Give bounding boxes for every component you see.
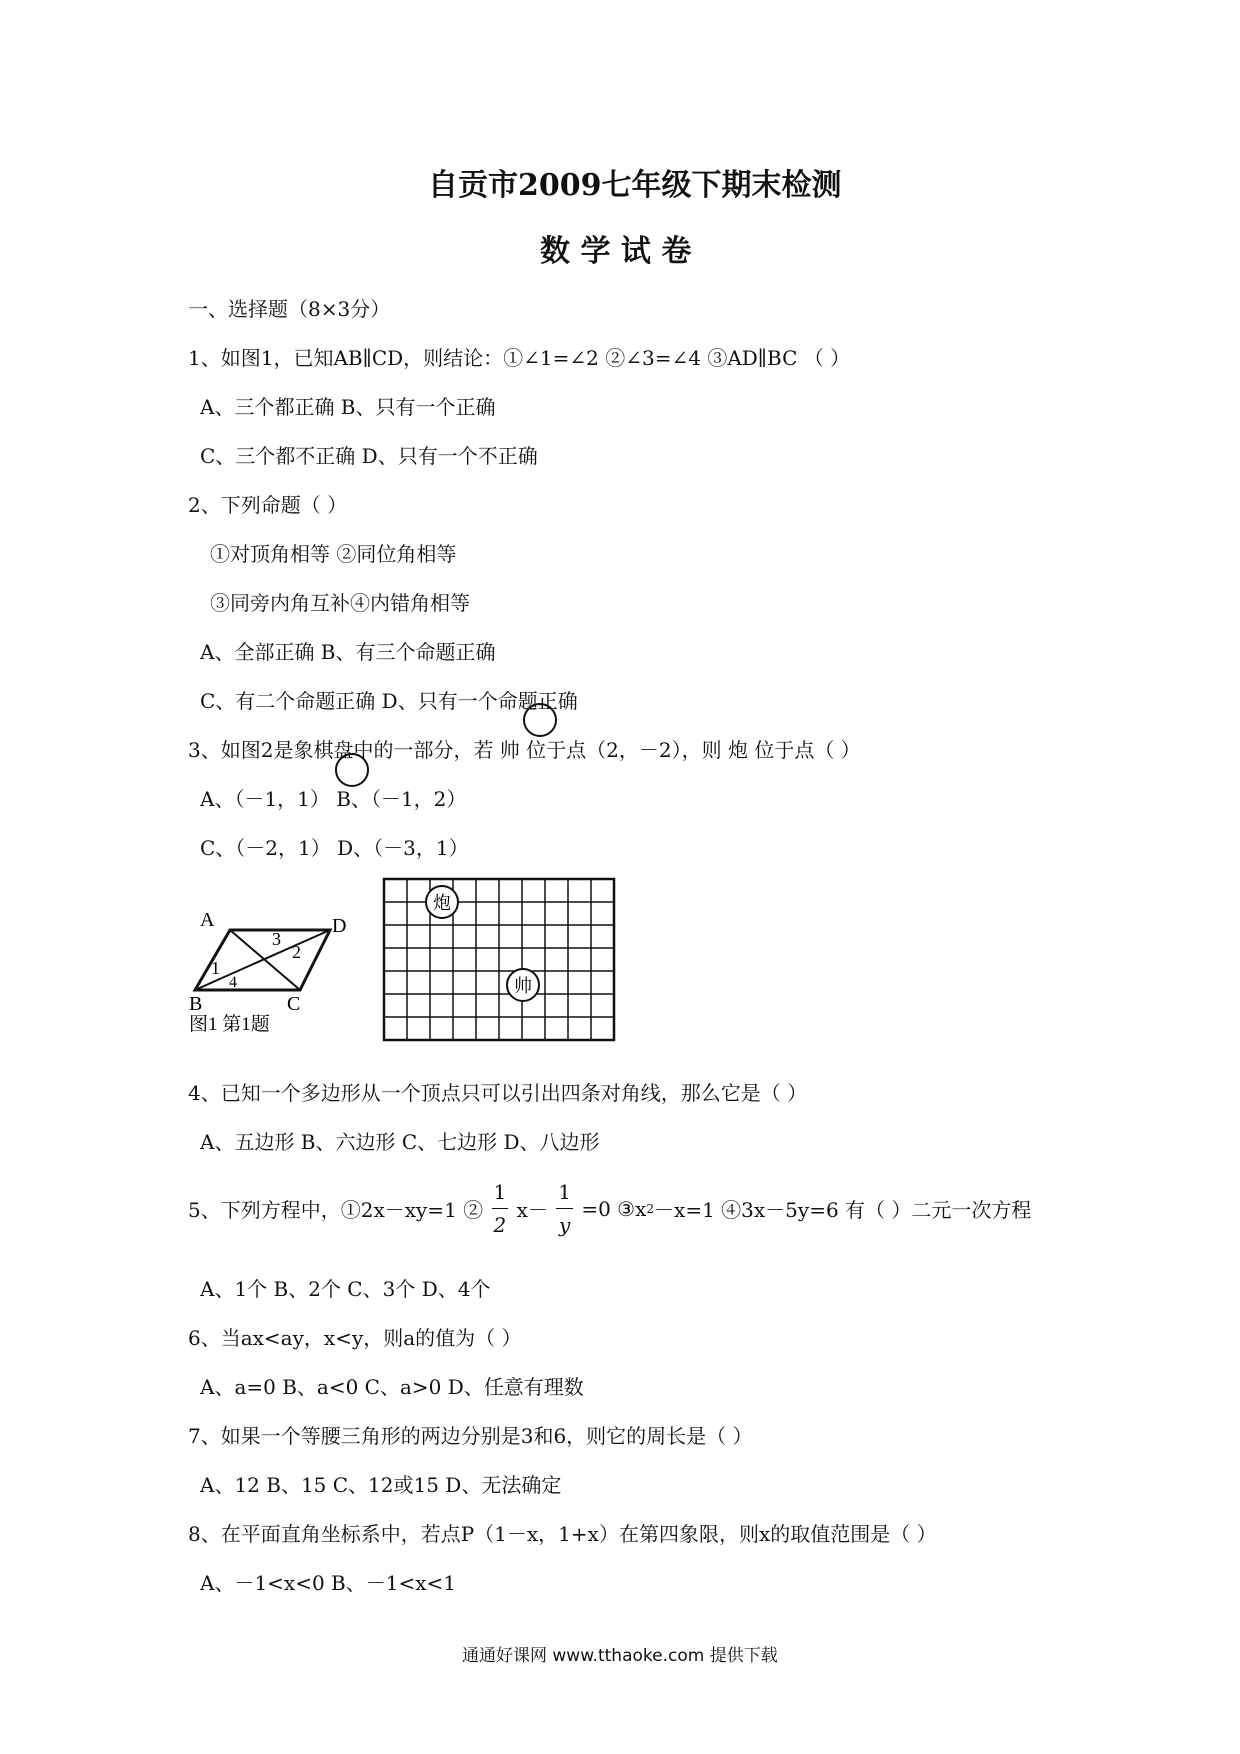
question-5-stem-end: －x=1 ④3x－5y=6 有（ ）二元一次方程 [654, 1198, 1032, 1222]
question-4-stem: 4、已知一个多边形从一个顶点只可以引出四条对角线，那么它是（ ） [188, 1081, 808, 1105]
angle-1-label: 1 [211, 958, 220, 978]
question-5-options: A、1个 B、2个 C、3个 D、4个 [200, 1277, 491, 1301]
cannon-piece-label: 炮 [433, 893, 451, 913]
exponent: 2 [646, 1201, 655, 1216]
fraction-numerator: 1 [492, 1182, 509, 1209]
question-1-options-cd: C、三个都不正确 D、只有一个不正确 [200, 444, 538, 468]
vertex-b-label: B [189, 993, 203, 1015]
angle-2-label: 2 [292, 942, 301, 962]
question-4-options: A、五边形 B、六边形 C、七边形 D、八边形 [200, 1130, 600, 1154]
question-3-options-cd: C、（－2，1） D、（－3，1） [200, 836, 469, 860]
figure-1-caption: 图1 第1题 [189, 1014, 270, 1035]
page-footer: 通通好课网 www.tthaoke.com 提供下载 [462, 1646, 778, 1666]
exam-title: 自贡市2009七年级下期末检测 [428, 168, 842, 203]
question-3-options-ab: A、（－1，1） B、（－1，2） [200, 787, 467, 811]
section-heading: 一、选择题（8×3分） [188, 297, 391, 321]
question-8-stem: 8、在平面直角坐标系中，若点P（1－x，1+x）在第四象限，则x的取值范围是（ ） [188, 1522, 937, 1546]
question-1-options-ab: A、三个都正确 B、只有一个正确 [200, 395, 496, 419]
question-2-options-ab: A、全部正确 B、有三个命题正确 [200, 640, 496, 664]
vertex-a-label: A [200, 909, 215, 931]
fraction-numerator: 1 [556, 1182, 573, 1209]
question-3-stem: 3、如图2是象棋盘中的一部分，若 帅 位于点（2，－2），则 炮 位于点（ ） [188, 738, 861, 762]
question-6-stem: 6、当ax<ay，x<y，则a的值为（ ） [188, 1326, 522, 1350]
question-7-options: A、12 B、15 C、12或15 D、无法确定 [200, 1473, 562, 1497]
cannon-piece [426, 886, 458, 918]
question-5-stem-start: 5、下列方程中，①2x－xy=1 ② [188, 1198, 484, 1222]
question-2-propositions-1: ①对顶角相等 ②同位角相等 [210, 542, 457, 566]
question-1-stem: 1、如图1，已知AB∥CD，则结论：①∠1=∠2 ②∠3=∠4 ③AD∥BC （ ） [188, 346, 851, 370]
general-piece-label: 帅 [514, 976, 532, 996]
vertex-d-label: D [332, 915, 347, 937]
general-piece [507, 969, 539, 1001]
angle-4-label: 4 [229, 974, 237, 991]
question-6-options: A、a=0 B、a<0 C、a>0 D、任意有理数 [200, 1375, 584, 1399]
fraction-denominator: y [558, 1213, 571, 1237]
figure-2-chessboard [380, 875, 620, 1050]
question-8-options: A、－1<x<0 B、－1<x<1 [200, 1571, 456, 1595]
fraction-one-half [492, 1182, 509, 1235]
figure-1-parallelogram [185, 900, 365, 1050]
exam-subtitle: 数 学 试 卷 [540, 234, 692, 269]
angle-3-label: 3 [272, 929, 281, 949]
question-5-mid-1: x－ [516, 1198, 548, 1222]
fraction-one-over-y [556, 1182, 573, 1235]
question-7-stem: 7、如果一个等腰三角形的两边分别是3和6，则它的周长是（ ） [188, 1424, 753, 1448]
question-2-options-cd: C、有二个命题正确 D、只有一个命题正确 [200, 689, 578, 713]
fraction-denominator: 2 [493, 1213, 507, 1237]
question-2-propositions-2: ③同旁内角互补④内错角相等 [210, 591, 470, 615]
question-5-mid-2: =0 ③x [581, 1196, 647, 1221]
vertex-c-label: C [287, 993, 301, 1015]
question-2-stem: 2、下列命题（ ） [188, 493, 348, 517]
question-5-stem [188, 1182, 1031, 1235]
